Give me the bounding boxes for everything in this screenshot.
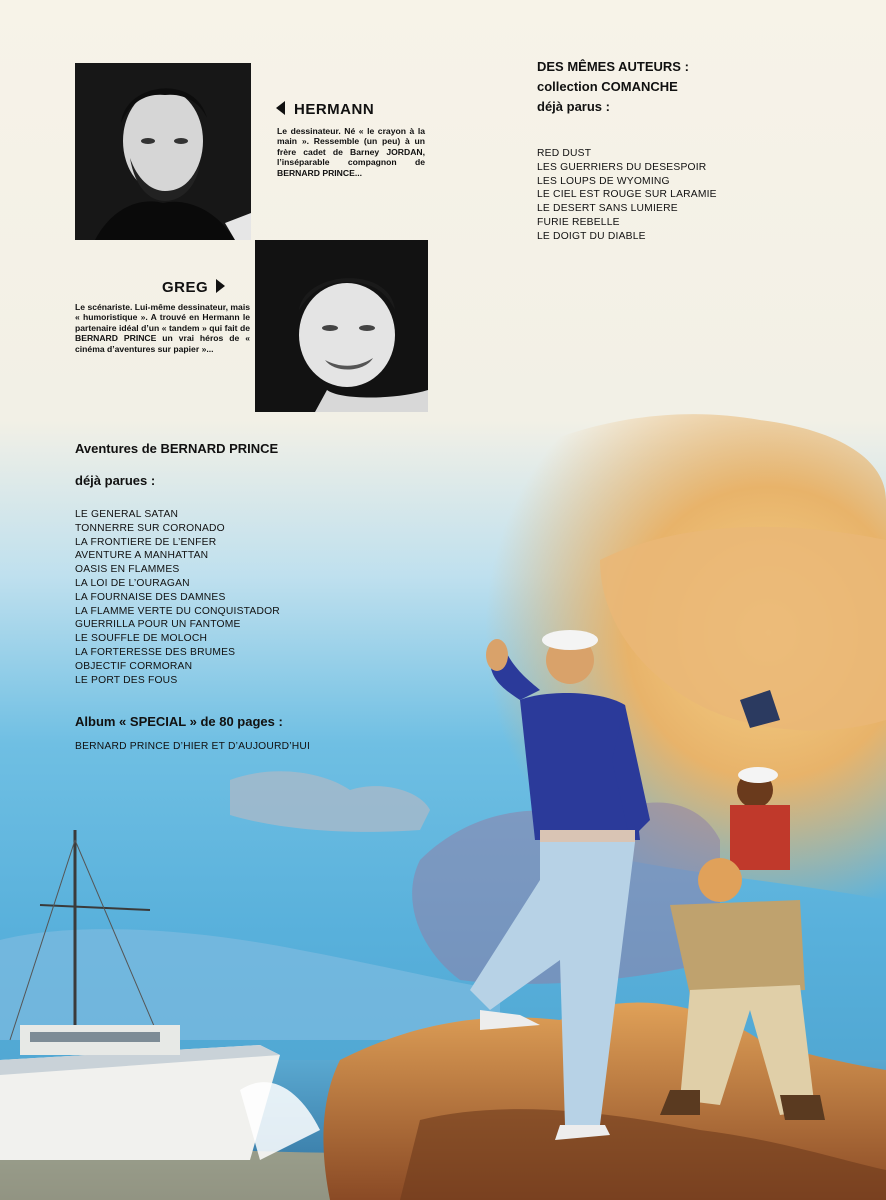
greg-photo bbox=[255, 240, 428, 412]
list-item: LES LOUPS DE WYOMING bbox=[537, 175, 670, 187]
list-item: LA FORTERESSE DES BRUMES bbox=[75, 646, 236, 658]
list-item: AVENTURE A MANHATTAN bbox=[75, 550, 209, 562]
collection-heading: collection COMANCHE bbox=[537, 79, 678, 94]
bernard-prince-heading-block bbox=[75, 439, 495, 491]
hermann-bio: Le dessinateur. Né « le crayon à la main ». Ressemble (un peu) à un frère cadet de Barney JORDAN, l’inséparable compagnon de BERNARD PRINCE... bbox=[277, 126, 425, 178]
greg-heading bbox=[162, 279, 225, 296]
list-item: LA FOURNAISE DES DAMNES bbox=[75, 591, 226, 603]
list-item: LE SOUFFLE DE MOLOCH bbox=[75, 633, 208, 645]
list-item: LA FRONTIERE DE L’ENFER bbox=[75, 536, 217, 548]
same-authors-heading: DES MÊMES AUTEURS : bbox=[537, 59, 689, 74]
list-item: LES GUERRIERS DU DESESPOIR bbox=[537, 161, 707, 173]
list-item: OASIS EN FLAMMES bbox=[75, 564, 180, 576]
greg-portrait bbox=[255, 240, 428, 412]
hermann-name: HERMANN bbox=[294, 101, 375, 118]
hermann-heading bbox=[276, 101, 374, 118]
list-item: LE PORT DES FOUS bbox=[75, 674, 178, 686]
list-item: LA LOI DE L’OURAGAN bbox=[75, 577, 190, 589]
bernard-prince-title-list bbox=[75, 508, 280, 687]
special-album-heading: Album « SPECIAL » de 80 pages : bbox=[75, 714, 283, 729]
triangle-right-icon bbox=[216, 279, 225, 293]
list-item: TONNERRE SUR CORONADO bbox=[75, 522, 225, 534]
comanche-title-list bbox=[537, 147, 717, 244]
list-item: LE CIEL EST ROUGE SUR LARAMIE bbox=[537, 189, 717, 201]
series-heading: Aventures de BERNARD PRINCE bbox=[75, 441, 279, 456]
greg-name: GREG bbox=[162, 279, 209, 296]
already-published-heading: déjà parues : bbox=[75, 473, 156, 488]
list-item: LA FLAMME VERTE DU CONQUISTADOR bbox=[75, 605, 280, 617]
special-album-title: BERNARD PRINCE D’HIER ET D’AUJOURD’HUI bbox=[75, 741, 311, 752]
triangle-left-icon bbox=[276, 101, 285, 115]
list-item: LE GENERAL SATAN bbox=[75, 509, 179, 520]
list-item: FURIE REBELLE bbox=[537, 216, 620, 228]
list-item: LE DOIGT DU DIABLE bbox=[537, 230, 646, 242]
list-item: OBJECTIF CORMORAN bbox=[75, 660, 193, 672]
hermann-photo bbox=[75, 63, 251, 240]
already-published-heading: déjà parus : bbox=[537, 99, 610, 114]
greg-bio: Le scénariste. Lui-même dessinateur, mais « humoristique ». A trouvé en Hermann le partenaire idéal d’un « tandem » qui fait de BERNARD PRINCE un vrai héros de « cinéma d’aventures sur papier »... bbox=[75, 302, 250, 354]
comanche-heading-block bbox=[537, 57, 867, 117]
hermann-portrait bbox=[75, 63, 251, 240]
list-item: RED DUST bbox=[537, 148, 592, 159]
list-item: LE DESERT SANS LUMIERE bbox=[537, 203, 678, 215]
list-item: GUERRILLA POUR UN FANTOME bbox=[75, 619, 241, 631]
